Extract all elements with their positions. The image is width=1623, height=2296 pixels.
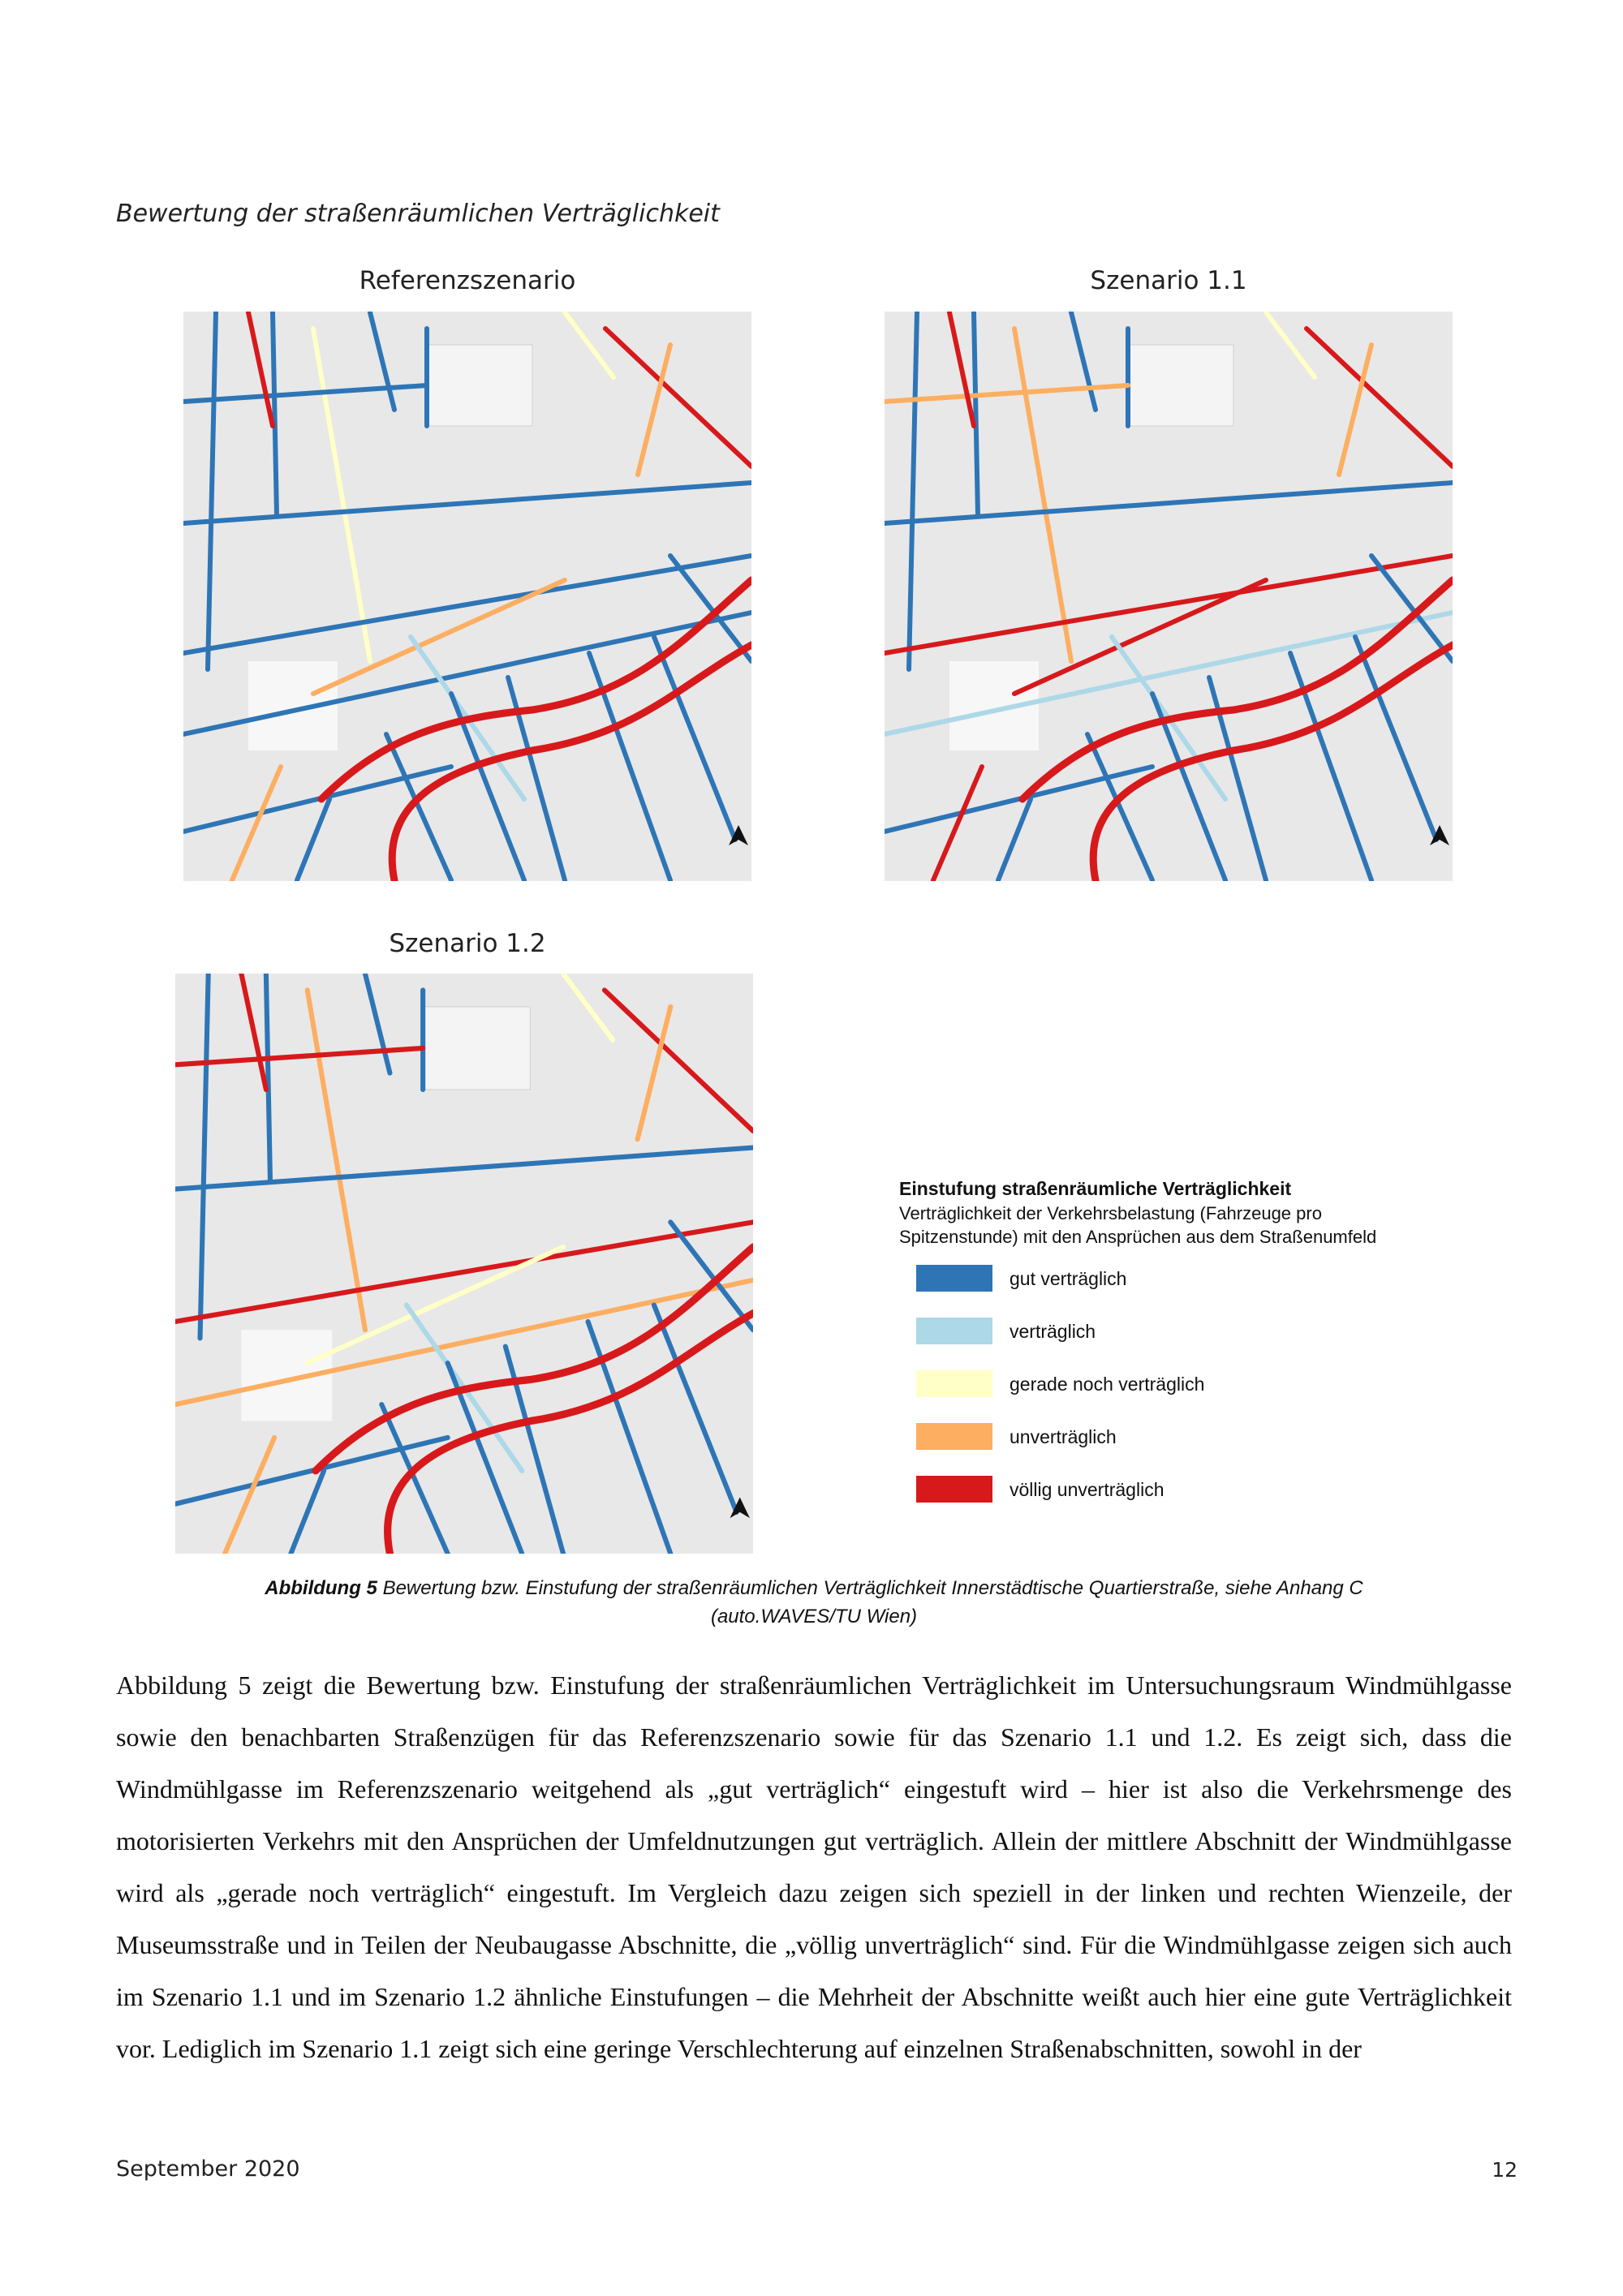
legend-subtitle-line: Spitzenstunde) mit den Ansprüchen aus dem Straßenumfeld — [899, 1227, 1377, 1247]
map-title-szenario-1-2: Szenario 1.2 — [389, 929, 546, 958]
legend-swatch — [916, 1265, 992, 1292]
map-szenario-1-1 — [885, 312, 1453, 881]
legend-subtitle-line: Verträglichkeit der Verkehrsbelastung (Fahrzeuge pro — [899, 1203, 1322, 1223]
footer-date: September 2020 — [116, 2156, 300, 2182]
legend-label: verträglich — [1010, 1321, 1096, 1342]
legend-label: gerade noch verträglich — [1010, 1374, 1205, 1395]
legend-item — [899, 1423, 1483, 1476]
map-referenzszenario — [183, 312, 751, 881]
figure-caption — [116, 1574, 1512, 1631]
map-legend — [899, 1178, 1483, 1529]
legend-swatch — [916, 1370, 992, 1397]
caption-text: Bewertung bzw. Einstufung der straßenräumlichen Verträglichkeit Innerstädtische Quartierstraße, siehe Anhang C — [377, 1577, 1363, 1599]
legend-item — [899, 1370, 1483, 1423]
street-network-map — [885, 312, 1453, 881]
street-network-map — [175, 974, 753, 1554]
legend-swatch — [916, 1318, 992, 1344]
legend-item — [899, 1318, 1483, 1370]
legend-swatch — [916, 1423, 992, 1450]
legend-item — [899, 1476, 1483, 1529]
legend-label: völlig unverträglich — [1010, 1479, 1165, 1500]
map-title-szenario-1-1: Szenario 1.1 — [1090, 266, 1247, 295]
caption-label: Abbildung 5 — [265, 1577, 377, 1599]
caption-source: (auto.WAVES/TU Wien) — [710, 1606, 918, 1627]
section-heading: Bewertung der straßenräumlichen Verträglichkeit — [116, 200, 720, 228]
legend-title: Einstufung straßenräumliche Verträglichkeit — [899, 1178, 1292, 1199]
legend-swatch — [916, 1476, 992, 1503]
legend-subtitle — [899, 1202, 1483, 1249]
page-number: 12 — [1492, 2158, 1518, 2182]
body-paragraph: Abbildung 5 zeigt die Bewertung bzw. Einstufung der straßenräumlichen Verträglichkeit im Untersuchungsraum Windmühlgasse sowie den benachbarten Straßenzügen für das Referenzszenario sowie für das Szenario 1.1 und 1.2. Es zeigt sich, dass die Windmühlgasse im Referenzszenario weitgehend als „gut verträglich“ eingestuft wird – hier ist also die Verkehrsmenge des motorisierten Verkehrs mit den Ansprüchen der Umfeldnutzungen gut verträglich. Allein der mittlere Abschnitt der Windmühlgasse wird als „gerade noch verträglich“ eingestuft. Im Vergleich dazu zeigen sich speziell in der linken und rechten Wienzeile, der Museumsstraße und in Teilen der Neubaugasse Abschnitte, die „völlig unverträglich“ sind. Für die Windmühlgasse zeigen sich auch im Szenario 1.1 und im Szenario 1.2 ähnliche Einstufungen – die Mehrheit der Abschnitte weißt auch hier eine gute Verträglichkeit vor. Lediglich im Szenario 1.1 zeigt sich eine geringe Verschlechterung auf einzelnen Straßenabschnitten, sowohl in der — [116, 1670, 1512, 2063]
map-szenario-1-2 — [175, 974, 753, 1554]
legend-items — [899, 1265, 1483, 1529]
map-title-referenzszenario: Referenzszenario — [359, 266, 576, 295]
street-network-map — [183, 312, 751, 881]
legend-label: unverträglich — [1010, 1426, 1117, 1447]
legend-label: gut verträglich — [1010, 1268, 1127, 1289]
legend-item — [899, 1265, 1483, 1318]
